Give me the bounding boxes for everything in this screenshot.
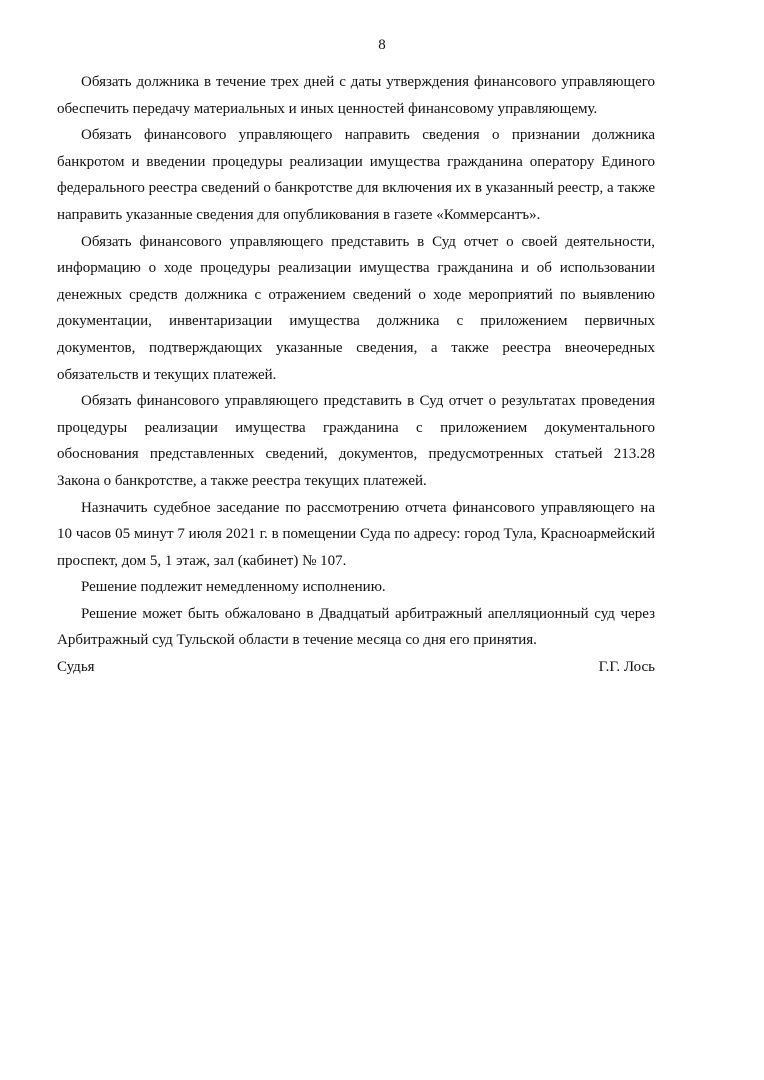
page-number: 8 [378, 37, 386, 53]
paragraph-results-report: Обязать финансового управляющего представить в Суд отчет о результатах проведения процедуры реализации имущества гражданина с приложением документального обоснования представленных сведений, документов, предусмотренных статьей 213.28 Закона о банкротстве, а также реестра текущих платежей. [57, 393, 655, 489]
paragraph-activity-report: Обязать финансового управляющего представить в Суд отчет о своей деятельности, информацию о ходе процедуры реализации имущества гражданина и об использовании денежных средств должника с отражением сведений о ходе мероприятий по выявлению документации, инвентаризации имущества должника с приложением первичных документов, подтверждающих указанные сведения, а также реестра внеочередных обязательств и текущих платежей. [57, 233, 655, 383]
document-body [57, 69, 655, 681]
signature-line [57, 654, 655, 681]
paragraph-appeal: Решение может быть обжаловано в Двадцатый арбитражный апелляционный суд через Арбитражный суд Тульской области в течение месяца со дня его принятия. [57, 605, 655, 649]
paragraph-immediate-execution: Решение подлежит немедленному исполнению. [81, 579, 386, 596]
paragraph-transfer-valuables: Обязать должника в течение трех дней с даты утверждения финансового управляющего обеспечить передачу материальных и иных ценностей финансовому управляющему. [57, 74, 655, 117]
signature-role: Судья [57, 659, 95, 676]
paragraph-hearing-schedule: Назначить судебное заседание по рассмотрению отчета финансового управляющего на 10 часов 05 минут 7 июля 2021 г. в помещении Суда по адресу: город Тула, Красноармейский проспект, дом 5, 1 этаж, зал (кабинет) № 107. [57, 499, 655, 569]
paragraph-registry-publication: Обязать финансового управляющего направить сведения о признании должника банкротом и введении процедуры реализации имущества гражданина оператору Единого федерального реестра сведений о банкротстве для включения их в указанный реестр, а также направить указанные сведения для опубликования в газете «Коммерсантъ». [57, 127, 655, 223]
signature-name: Г.Г. Лось [598, 659, 655, 676]
